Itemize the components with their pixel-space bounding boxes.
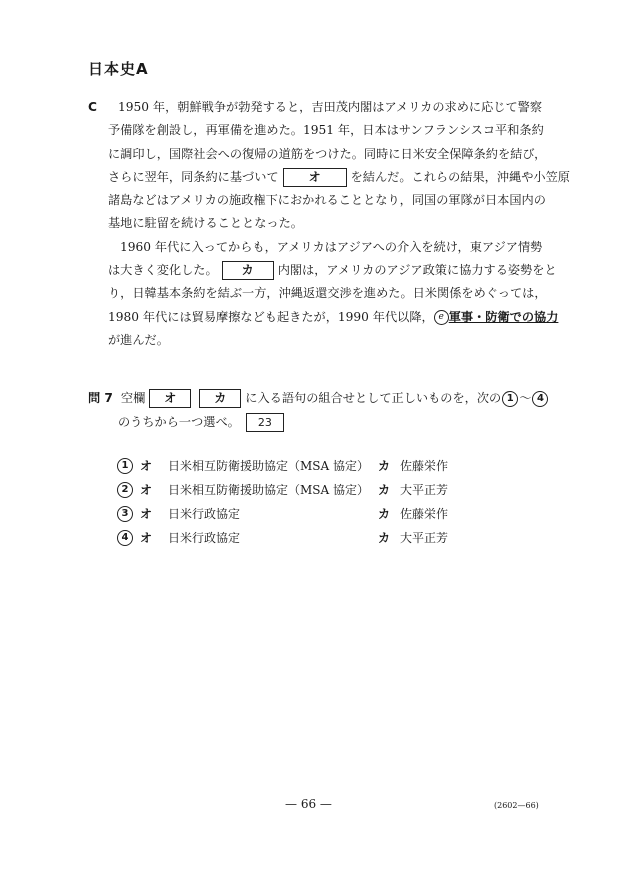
blank-box-ka: カ	[199, 389, 241, 408]
answer-box[interactable]: 23	[246, 413, 284, 432]
choice-o-text: 日米行政協定	[168, 507, 241, 521]
choice-o-text: 日米行政協定	[168, 531, 241, 545]
question-text: に入る語句の組合せとして正しいものを，次の	[245, 391, 502, 405]
question-label: 問 7	[88, 391, 113, 405]
paragraph-1	[88, 96, 570, 236]
blank-box-o: オ	[149, 389, 191, 408]
marker-e: e	[434, 310, 449, 325]
choice-number-icon: 1	[117, 458, 133, 474]
passage-line: 1950 年，朝鮮戦争が勃発すると，吉田茂内閣はアメリカの求めに応じて警察	[118, 100, 543, 114]
question-text: 空欄	[120, 391, 146, 405]
subject-title: 日本史A	[88, 60, 149, 78]
blank-box-o: オ	[283, 168, 347, 187]
passage-text: さらに翌年，同条約に基づいて	[108, 169, 279, 184]
passage-text: を結んだ。これらの結果，沖縄や小笠原	[350, 169, 570, 184]
passage-line: 1960 年代に入ってからも，アメリカはアジアへの介入を続け，東アジア情勢	[120, 239, 543, 254]
passage-line	[108, 166, 570, 189]
passage-line: が進んだ。	[108, 332, 169, 347]
passage-line: 予備隊を創設し，再軍備を進めた。1951 年，日本はサンフランシスコ平和条約	[108, 123, 544, 138]
page-number: — 66 —	[285, 797, 332, 811]
tilde: ～	[519, 391, 532, 405]
passage-line: り，日韓基本条約を結ぶ一方，沖縄返還交渉を進めた。日米関係をめぐっては，	[108, 286, 547, 301]
passage-line: に調印し，国際社会への復帰の道筋をつけた。同時に日米安全保障条約を結び，	[108, 146, 547, 161]
exam-code: (2602—66)	[494, 801, 539, 810]
choice-o-label: オ	[140, 507, 153, 521]
passage-line: 基地に駐留を続けることとなった。	[108, 216, 303, 231]
choice-ka-label: カ	[378, 507, 391, 521]
passage-line	[108, 259, 557, 282]
choice-ka-label: カ	[378, 531, 391, 545]
question-line	[88, 386, 558, 410]
passage-text: は大きく変化した。	[108, 263, 218, 278]
question-7	[88, 386, 558, 434]
choice-o-text: 日米相互防衛援助協定（MSA 協定）	[168, 459, 369, 473]
choice-number-icon: 4	[117, 530, 133, 546]
choice-ka-text: 佐藤栄作	[400, 507, 449, 521]
choice-number-icon: 3	[117, 506, 133, 522]
choice-ka-label: カ	[378, 459, 391, 473]
paragraph-2	[88, 236, 559, 352]
choice-o-label: オ	[140, 483, 153, 497]
choice-ka-text: 大平正芳	[400, 483, 449, 497]
underlined-phrase: 軍事・防衛での協力	[448, 309, 559, 324]
choice-number-1-icon: 1	[502, 391, 518, 407]
passage-c	[88, 96, 570, 352]
choice-number-icon: 2	[117, 482, 133, 498]
choice-ka-text: 佐藤栄作	[400, 459, 449, 473]
blank-box-ka: カ	[222, 261, 274, 280]
passage-line	[108, 306, 559, 329]
question-line	[88, 410, 558, 434]
section-label: C	[88, 100, 97, 114]
choice-number-4-icon: 4	[532, 391, 548, 407]
choice-o-text: 日米相互防衛援助協定（MSA 協定）	[168, 483, 369, 497]
choice-o-label: オ	[140, 531, 153, 545]
passage-line: 諸島などはアメリカの施政権下におかれることとなり，同国の軍隊が日本国内の	[108, 193, 546, 208]
choice-ka-text: 大平正芳	[400, 531, 449, 545]
choice-ka-label: カ	[378, 483, 391, 497]
passage-text: 内閣は，アメリカのアジア政策に協力する姿勢をと	[277, 263, 557, 278]
passage-text: 1980 年代には貿易摩擦なども起きたが，1990 年代以降，	[108, 309, 434, 324]
choice-o-label: オ	[140, 459, 153, 473]
question-text: のうちから一つ選べ。	[118, 415, 240, 429]
